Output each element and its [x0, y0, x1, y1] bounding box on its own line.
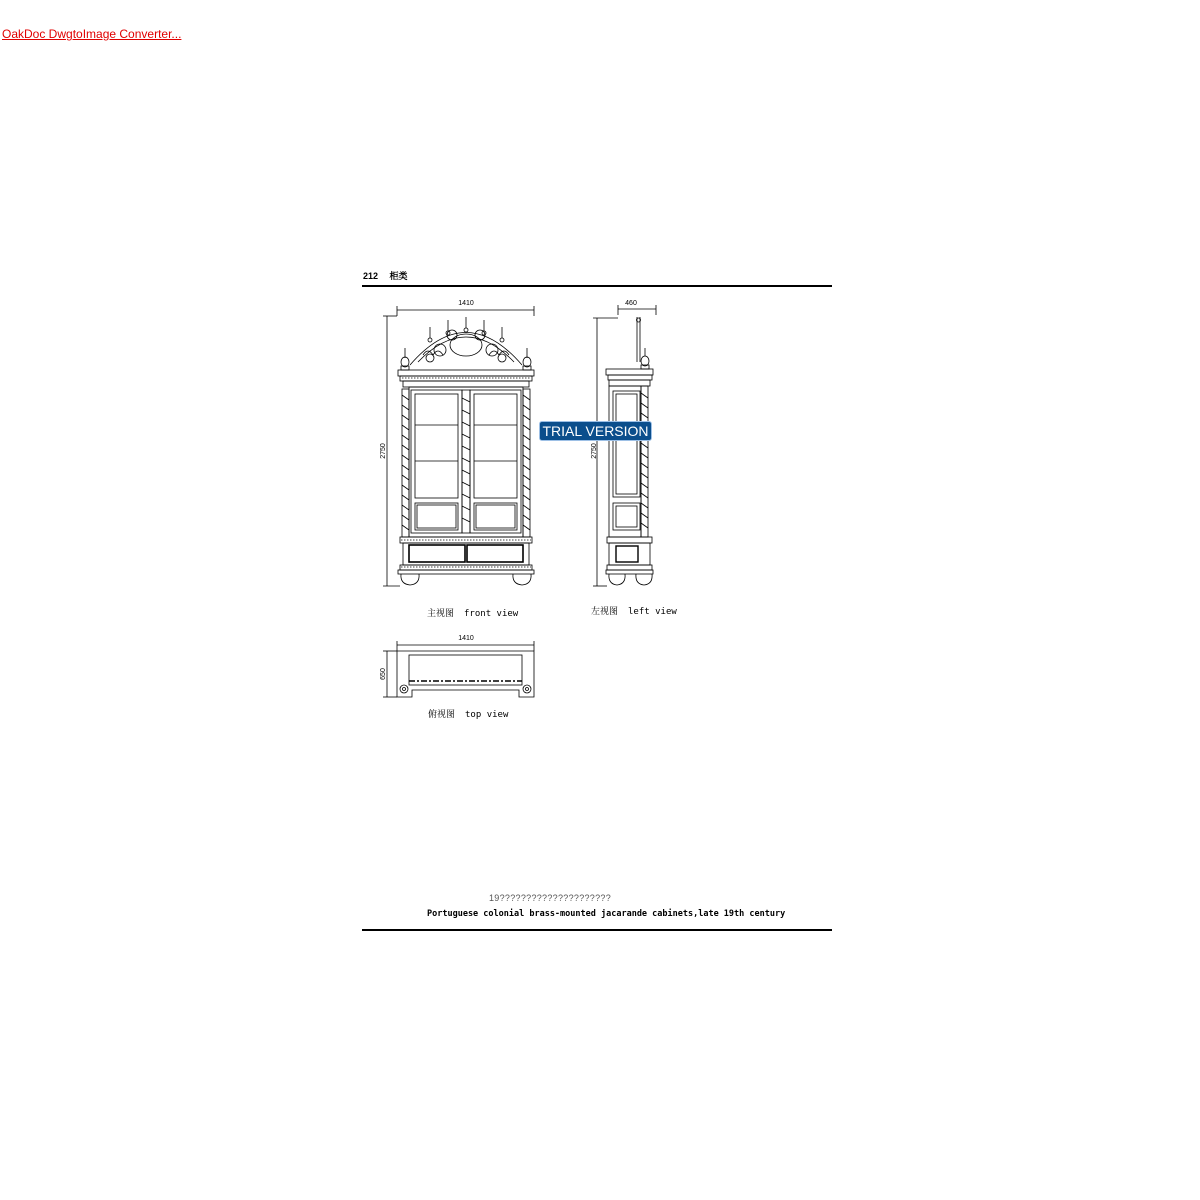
section-title: 柜类	[389, 271, 408, 281]
front-view-cn: 主视图	[427, 609, 455, 619]
footer-rule	[362, 929, 832, 931]
caption-cn: 19?????????????????????	[489, 893, 612, 903]
front-width-dimension: 1410	[458, 300, 474, 307]
front-view-label	[427, 606, 518, 619]
top-view-drawing	[383, 641, 534, 697]
top-view-label	[428, 707, 508, 720]
left-view-cn: 左视图	[591, 607, 619, 617]
front-view-drawing	[383, 306, 534, 586]
front-view-en: front view	[464, 609, 519, 619]
left-view-label	[591, 604, 677, 617]
top-depth-dimension: 650	[380, 668, 387, 680]
page-number: 212	[363, 271, 379, 281]
app-title-link[interactable]: OakDoc DwgtoImage Converter...	[2, 27, 182, 41]
left-height-dimension: 2750	[591, 443, 598, 459]
left-view-drawing	[593, 305, 656, 586]
left-width-dimension: 460	[625, 300, 637, 307]
top-view-cn: 俯视图	[428, 710, 456, 720]
trial-watermark: TRIAL VERSION	[539, 421, 652, 441]
caption-en: Portuguese colonial brass-mounted jacarande cabinets,late 19th century	[427, 909, 786, 919]
top-view-en: top view	[465, 710, 509, 720]
front-height-dimension: 2750	[380, 443, 387, 459]
top-width-dimension: 1410	[458, 635, 474, 642]
left-view-en: left view	[628, 607, 677, 617]
